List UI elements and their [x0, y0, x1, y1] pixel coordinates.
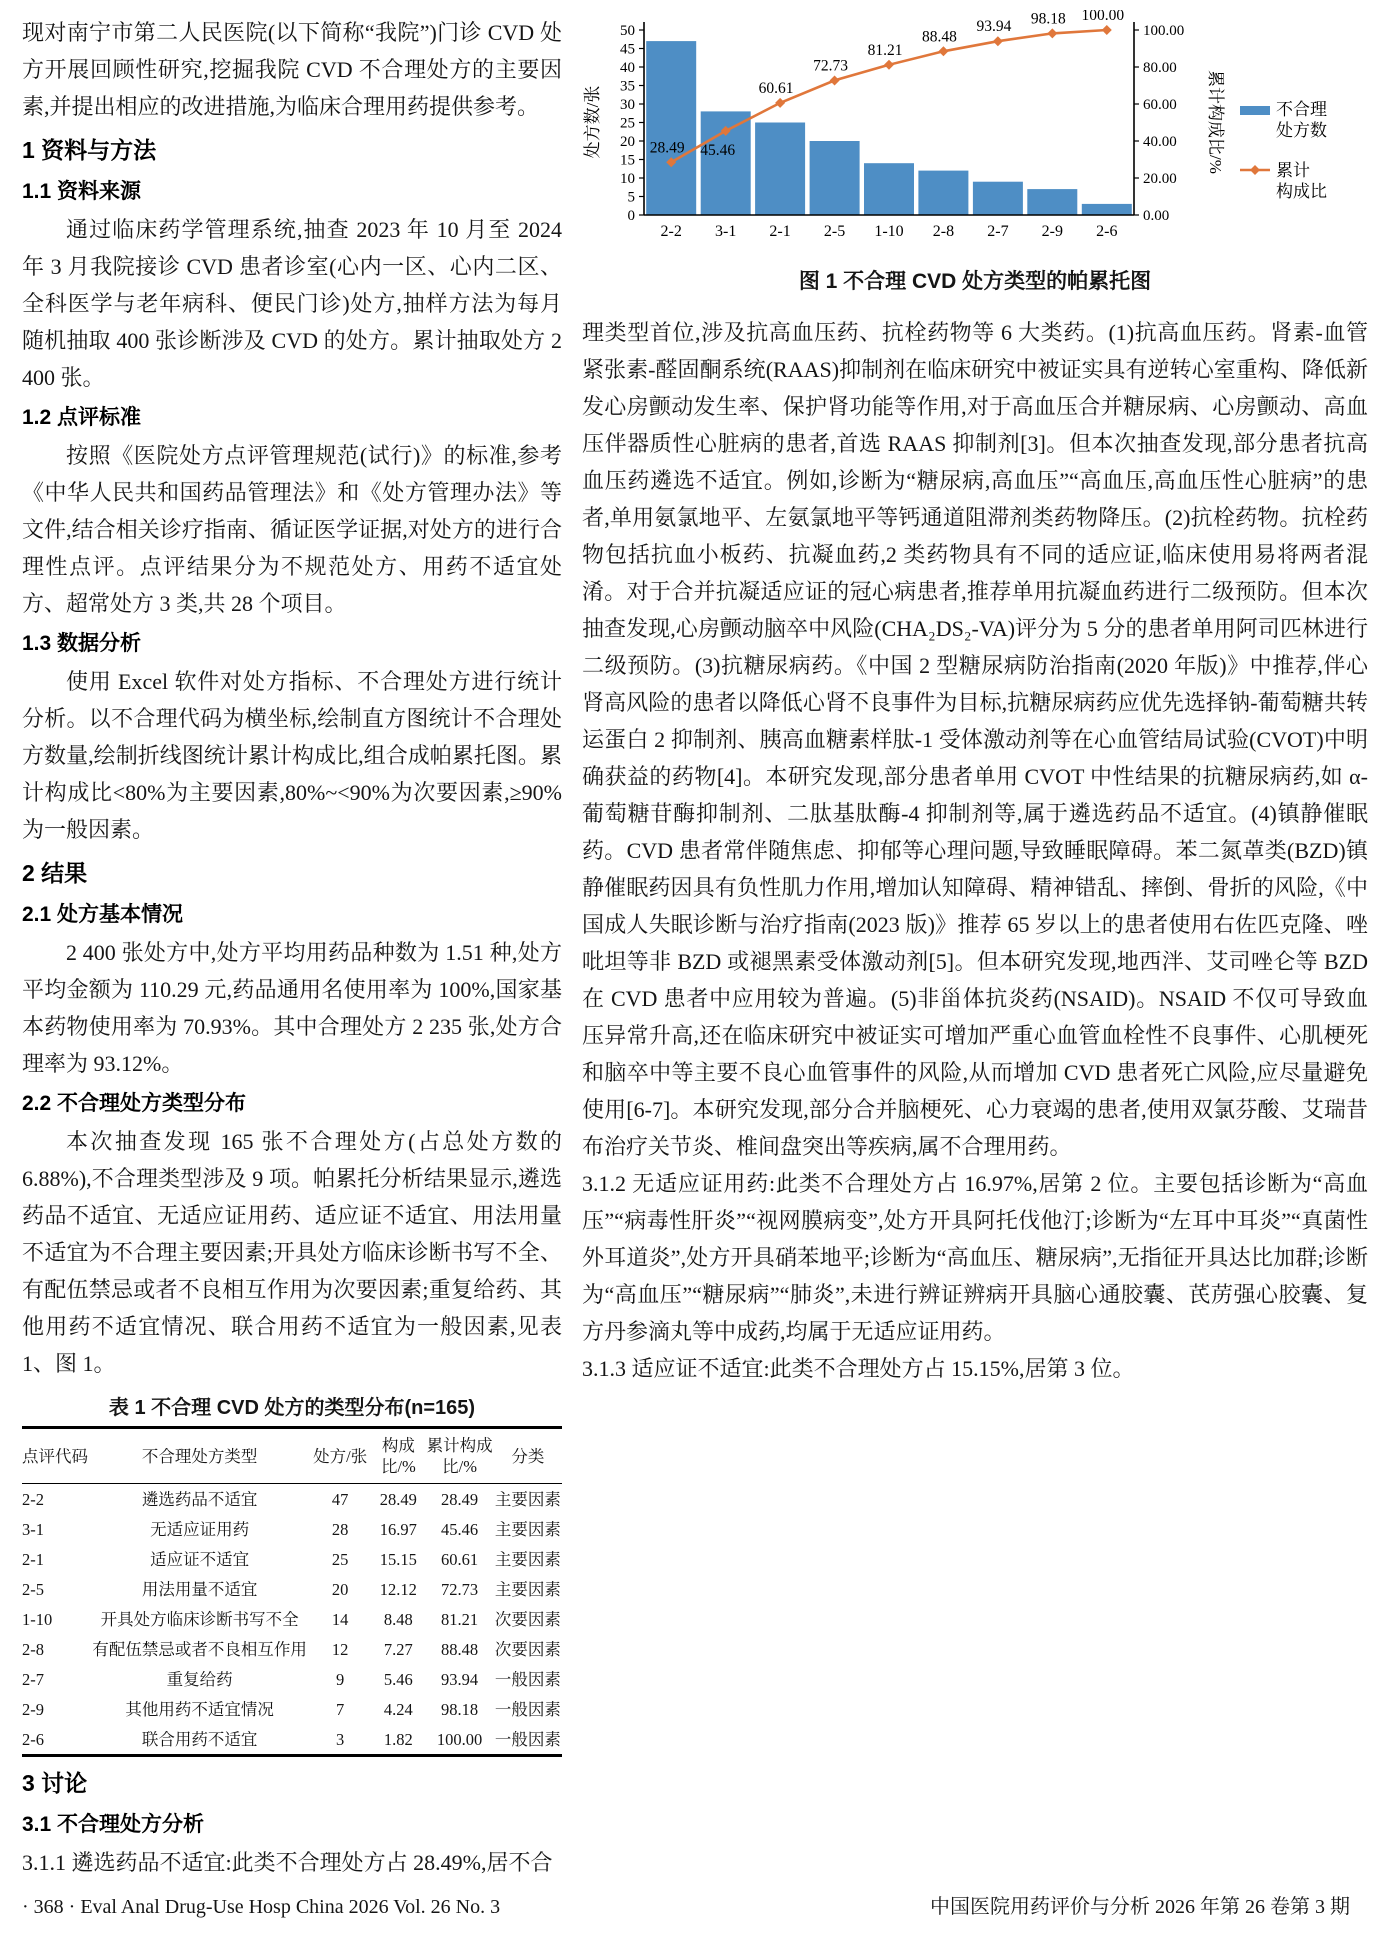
table-1: [22, 1426, 562, 1757]
section-1-1-heading: 1.1 资料来源: [22, 180, 142, 203]
section-1-2-body: 按照《医院处方点评管理规范(试行)》的标准,参考《中华人民共和国药品管理法》和《处方管理办法》等文件,结合相关诊疗指南、循证医学证据,对处方的进行合理性点评。点评结果分为不规范处方、用药不适宜处方、超常处方 3 类,共 28 个项目。: [22, 443, 562, 616]
bar: [810, 141, 860, 215]
table-cell: 60.61: [441, 1549, 479, 1569]
column-header: 不合理处方类型: [90, 1428, 309, 1484]
table-cell: 28: [331, 1519, 349, 1539]
table-cell: 一般因素: [494, 1729, 561, 1749]
line-marker: [830, 75, 840, 85]
table-cell: 28.49: [379, 1489, 417, 1509]
table-cell: 25: [331, 1549, 349, 1569]
section-1-3-heading: 1.3 数据分析: [22, 632, 142, 655]
table-header: [22, 1428, 562, 1484]
legend-label: 不合理: [1276, 100, 1327, 119]
section-2-2-heading: 2.2 不合理处方类型分布: [22, 1092, 247, 1115]
figure-1: [582, 10, 1368, 298]
discussion-paragraph-1: 理类型首位,涉及抗高血压药、抗栓药物等 6 大类药。(1)抗高血压药。肾素-血管紧张素-醛固酮系统(RAAS)抑制剂在临床研究中被证实具有逆转心室重构、降低新发心房颤动发生率、保护肾功能等作用,对于高血压合并糖尿病、心房颤动、高血压伴器质性心脏病的患者,首选 RAAS 抑制剂[3]。但本次抽查发现,部分患者抗高血压药遴选不适宜。例如,诊断为“糖尿病,高血压”“高血压,高血压性心脏病”的患者,单用氨氯地平、左氨氯地平等钙通道阻滞剂类药物降压。(2)抗栓药物。抗栓药物包括抗血小板药、抗凝血药,2 类药物具有不同的适应证,临床使用易将两者混淆。对于合并抗凝适应证的冠心病患者,推荐单用抗凝血药进行二级预防。但本次抽查发现,心房颤动脑卒中风险(CHA₂DS₂-VA)评分为 5 分的患者单用阿司匹林进行二级预防。(3)抗糖尿病药。《中国 2 型糖尿病防治指南(2020 年版)》中推荐,伴心肾高风险的患者以降低心肾不良事件为目标,抗糖尿病药应优先选择钠-葡萄糖共转运蛋白 2 抑制剂、胰高血糖素样肽-1 受体激动剂等在心血管结局试验(CVOT)中明确获益的药物[4]。本研究发现,部分患者单用 CVOT 中性结果的抗糖尿病药,如 α-葡萄糖苷酶抑制剂、二肽基肽酶-4 抑制剂等,属于遴选药品不适宜。(4)镇静催眠药。CVD 患者常伴随焦虑、抑郁等心理问题,导致睡眠障碍。苯二氮䓬类(BZD)镇静催眠药因具有负性肌力作用,增加认知障碍、精神错乱、摔倒、骨折的风险,《中国成人失眠诊断与治疗指南(2023 版)》推荐 65 岁以上的患者使用右佐匹克隆、唑吡坦等非 BZD 或褪黑素受体激动剂[5]。但本研究发现,地西泮、艾司唑仑等 BZD 在 CVD 患者中应用较为普遍。(5)非甾体抗炎药(NSAID)。NSAID 不仅可导致血压异常升高,还在临床研究中被证实可增加严重心血管血栓性不良事件、心肌梗死和脑卒中等主要不良心血管事件的风险,从而增加 CVD 患者死亡风险,应尽量避免使用[6-7]。本研究发现,部分合并脑梗死、心力衰竭的患者,使用双氯芬酸、艾瑞昔布治疗关节炎、椎间盘突出等疾病,属不合理用药。: [582, 320, 1368, 1159]
data-label: 72.73: [813, 57, 849, 75]
column-header: 累计构成比/%: [425, 1428, 493, 1484]
table-row: [22, 1574, 562, 1604]
section-2-2-body: 本次抽查发现 165 张不合理处方(占总处方数的 6.88%),不合理类型涉及 9 项。帕累托分析结果显示,遴选药品不适宜、无适应证用药、适应证不适宜、用法用量不适宜为不合理主要因素;开具处方临床诊断书写不全、有配伍禁忌或者不良相互作用为次要因素;重复给药、其他用药不适宜情况、联合用药不适宜为一般因素,见表 1、图 1。: [22, 1129, 562, 1376]
data-label: 45.46: [700, 141, 736, 159]
bar: [646, 41, 696, 215]
footer-left: · 368 · Eval Anal Drug-Use Hosp China 2026 Vol. 26 No. 3: [22, 1896, 501, 1918]
footer-right: 中国医院用药评价与分析 2026 年第 26 卷第 3 期: [930, 1896, 1350, 1918]
bar: [1027, 189, 1077, 215]
table-cell: 1.82: [383, 1729, 413, 1749]
data-label: 98.18: [1030, 10, 1066, 28]
table-row: [22, 1514, 562, 1544]
table-cell: 98.18: [441, 1699, 479, 1719]
table-cell: 用法用量不适宜: [141, 1579, 258, 1599]
table-row: [22, 1544, 562, 1574]
right-tick-label: 80.00: [1143, 60, 1177, 76]
bar: [973, 182, 1023, 215]
table-cell: 一般因素: [494, 1669, 561, 1689]
x-tick-label: 2-9: [1041, 223, 1063, 240]
left-tick-label: 50: [620, 23, 635, 39]
left-axis-title: 处方数/张: [583, 85, 602, 159]
left-column: [22, 14, 562, 1881]
table-cell: 81.21: [441, 1609, 479, 1629]
left-tick-label: 10: [620, 171, 635, 187]
legend-label: 累计: [1276, 161, 1310, 180]
right-tick-label: 20.00: [1143, 171, 1177, 187]
table-cell: 主要因素: [494, 1579, 561, 1599]
left-tick-label: 45: [620, 41, 635, 58]
table-cell: 2-1: [22, 1549, 44, 1569]
table-row: [22, 1694, 562, 1724]
line-marker: [1102, 25, 1112, 35]
data-label: 81.21: [867, 41, 903, 59]
x-tick-label: 2-7: [987, 223, 1009, 240]
section-3-1-heading: 3.1 不合理处方分析: [22, 1813, 205, 1836]
table-cell: 28.49: [441, 1489, 479, 1509]
table-cell: 3-1: [22, 1519, 44, 1539]
table-cell: 15.15: [379, 1549, 417, 1569]
table-cell: 主要因素: [494, 1519, 561, 1539]
bar: [755, 123, 805, 216]
bar: [864, 163, 914, 215]
section-1-heading: 1 资料与方法: [22, 137, 157, 163]
legend-label: 处方数: [1276, 121, 1327, 140]
table-cell: 无适应证用药: [150, 1519, 250, 1539]
table-cell: 3: [336, 1729, 345, 1749]
figure-caption: 图 1 不合理 CVD 处方类型的帕累托图: [798, 270, 1152, 293]
right-axis-title: 累计构成比/%: [1206, 70, 1225, 174]
table-cell: 14: [331, 1609, 349, 1629]
left-tick-label: 0: [627, 208, 635, 224]
data-label: 93.94: [976, 18, 1012, 36]
table-cell: 一般因素: [494, 1699, 561, 1719]
x-tick-label: 2-2: [660, 223, 682, 240]
x-tick-label: 2-5: [823, 223, 846, 240]
data-label: 100.00: [1081, 10, 1125, 24]
data-label: 28.49: [649, 139, 685, 157]
x-tick-label: 3-1: [715, 223, 737, 240]
line-marker: [884, 60, 894, 70]
column-header: 构成比/%: [371, 1428, 425, 1484]
table-cell: 47: [331, 1489, 349, 1509]
legend-label: 构成比: [1276, 182, 1327, 201]
table-cell: 2-8: [22, 1639, 44, 1659]
table-cell: 9: [336, 1669, 345, 1689]
table-row: [22, 1724, 562, 1756]
table-row: [22, 1664, 562, 1694]
table-cell: 12.12: [379, 1579, 417, 1599]
section-1-2-heading: 1.2 点评标准: [22, 406, 142, 429]
table-cell: 7.27: [383, 1639, 413, 1659]
x-tick-label: 2-6: [1096, 223, 1118, 240]
table-cell: 8.48: [383, 1609, 413, 1629]
table-cell: 遴选药品不适宜: [141, 1489, 258, 1509]
table-cell: 联合用药不适宜: [141, 1729, 258, 1749]
x-tick-label: 2-8: [932, 223, 955, 240]
right-tick-label: 60.00: [1143, 97, 1177, 113]
table-cell: 4.24: [383, 1699, 413, 1719]
column-header: 处方/张: [309, 1428, 371, 1484]
section-3-1-3-paragraph: 3.1.3 适应证不适宜:此类不合理处方占 15.15%,居第 3 位。: [582, 1356, 1135, 1381]
left-tick-label: 15: [620, 152, 635, 169]
table-cell: 2-2: [22, 1489, 44, 1509]
table-row: [22, 1484, 562, 1515]
intro-paragraph: 现对南宁市第二人民医院(以下简称“我院”)门诊 CVD 处方开展回顾性研究,挖掘我院 CVD 不合理处方的主要因素,并提出相应的改进措施,为临床合理用药提供参考。: [22, 20, 562, 119]
table-caption: 表 1 不合理 CVD 处方的类型分布(n=165): [108, 1397, 476, 1419]
table-cell: 12: [331, 1639, 349, 1659]
table-cell: 次要因素: [494, 1639, 561, 1659]
section-3-1-1-paragraph: 3.1.1 遴选药品不适宜:此类不合理处方占 28.49%,居不合: [22, 1850, 553, 1875]
table-cell: 2-6: [22, 1729, 44, 1749]
left-tick-label: 35: [620, 78, 635, 95]
x-tick-label: 1-10: [874, 223, 904, 240]
table-cell: 100.00: [436, 1729, 483, 1749]
section-3-1-2-paragraph: 3.1.2 无适应证用药:此类不合理处方占 16.97%,居第 2 位。主要包括诊断为“高血压”“病毒性肝炎”“视网膜病变”,处方开具阿托伐他汀;诊断为“左耳中耳炎”“真菌性外耳道炎”,处方开具硝苯地平;诊断为“高血压、糖尿病”,无指征开具达比加群;诊断为“高血压”“糖尿病”“肺炎”,未进行辨证辨病开具脑心通胶囊、芪苈强心胶囊、复方丹参滴丸等中成药,均属于无适应证用药。: [582, 1171, 1368, 1344]
table-row: [22, 1634, 562, 1664]
table-cell: 次要因素: [494, 1609, 561, 1629]
section-2-1-heading: 2.1 处方基本情况: [22, 903, 184, 926]
data-label: 88.48: [921, 28, 957, 46]
line-marker: [775, 98, 785, 108]
table-cell: 2-5: [22, 1579, 44, 1599]
left-tick-label: 30: [620, 97, 635, 113]
left-tick-label: 40: [620, 60, 635, 76]
table-cell: 适应证不适宜: [150, 1549, 250, 1569]
line-marker: [938, 46, 948, 56]
column-header: 分类: [494, 1428, 562, 1484]
bar: [1082, 204, 1132, 215]
table-cell: 2-9: [22, 1699, 44, 1719]
right-tick-label: 0.00: [1143, 208, 1170, 224]
page-footer: [22, 1894, 1350, 1920]
table-cell: 72.73: [441, 1579, 479, 1599]
bar: [918, 171, 968, 215]
table-cell: 有配伍禁忌或者不良相互作用: [92, 1639, 307, 1659]
table-row: [22, 1604, 562, 1634]
table-cell: 20: [331, 1579, 349, 1599]
left-tick-label: 20: [620, 134, 635, 150]
right-column: [582, 10, 1368, 1387]
section-1-3-body: 使用 Excel 软件对处方指标、不合理处方进行统计分析。以不合理代码为横坐标,绘制直方图统计不合理处方数量,绘制折线图统计累计构成比,组合成帕累托图。累计构成比<80%为主要因素,80%~<90%为次要因素,≥90%为一般因素。: [22, 669, 562, 842]
line-marker: [1047, 28, 1057, 38]
left-tick-label: 5: [627, 189, 635, 206]
table-cell: 45.46: [441, 1519, 479, 1539]
data-label: 60.61: [758, 79, 794, 97]
column-header: 点评代码: [22, 1428, 90, 1484]
table-cell: 重复给药: [166, 1669, 233, 1689]
right-tick-label: 100.00: [1143, 23, 1185, 39]
left-tick-label: 25: [620, 115, 635, 132]
section-2-heading: 2 结果: [22, 860, 88, 886]
table-cell: 16.97: [379, 1519, 417, 1539]
table-cell: 主要因素: [494, 1549, 561, 1569]
section-3-heading: 3 讨论: [22, 1770, 88, 1796]
table-cell: 7: [336, 1699, 345, 1719]
table-cell: 88.48: [441, 1639, 479, 1659]
table-cell: 开具处方临床诊断书写不全: [100, 1609, 299, 1629]
table-cell: 2-7: [22, 1669, 44, 1689]
legend-bar-swatch: [1240, 106, 1270, 115]
section-2-1-body: 2 400 张处方中,处方平均用药品种数为 1.51 种,处方平均金额为 110.29 元,药品通用名使用率为 100%,国家基本药物使用率为 70.93%。其中合理处方 2 235 张,处方合理率为 93.12%。: [22, 940, 562, 1076]
legend-line-marker: [1250, 165, 1260, 175]
x-tick-label: 2-1: [769, 223, 791, 240]
table-cell: 主要因素: [494, 1489, 561, 1509]
table-cell: 其他用药不适宜情况: [125, 1699, 274, 1719]
line-marker: [993, 36, 1003, 46]
section-1-1-body: 通过临床药学管理系统,抽查 2023 年 10 月至 2024 年 3 月我院接诊 CVD 患者诊室(心内一区、心内二区、全科医学与老年病科、便民门诊)处方,抽样方法为每月随机抽取 400 张诊断涉及 CVD 的处方。累计抽取处方 2 400 张。: [22, 217, 562, 390]
pareto-chart: [582, 10, 1368, 262]
table-cell: 5.46: [383, 1669, 413, 1689]
right-tick-label: 40.00: [1143, 134, 1177, 150]
table-cell: 93.94: [441, 1669, 479, 1689]
table-cell: 1-10: [22, 1609, 53, 1629]
